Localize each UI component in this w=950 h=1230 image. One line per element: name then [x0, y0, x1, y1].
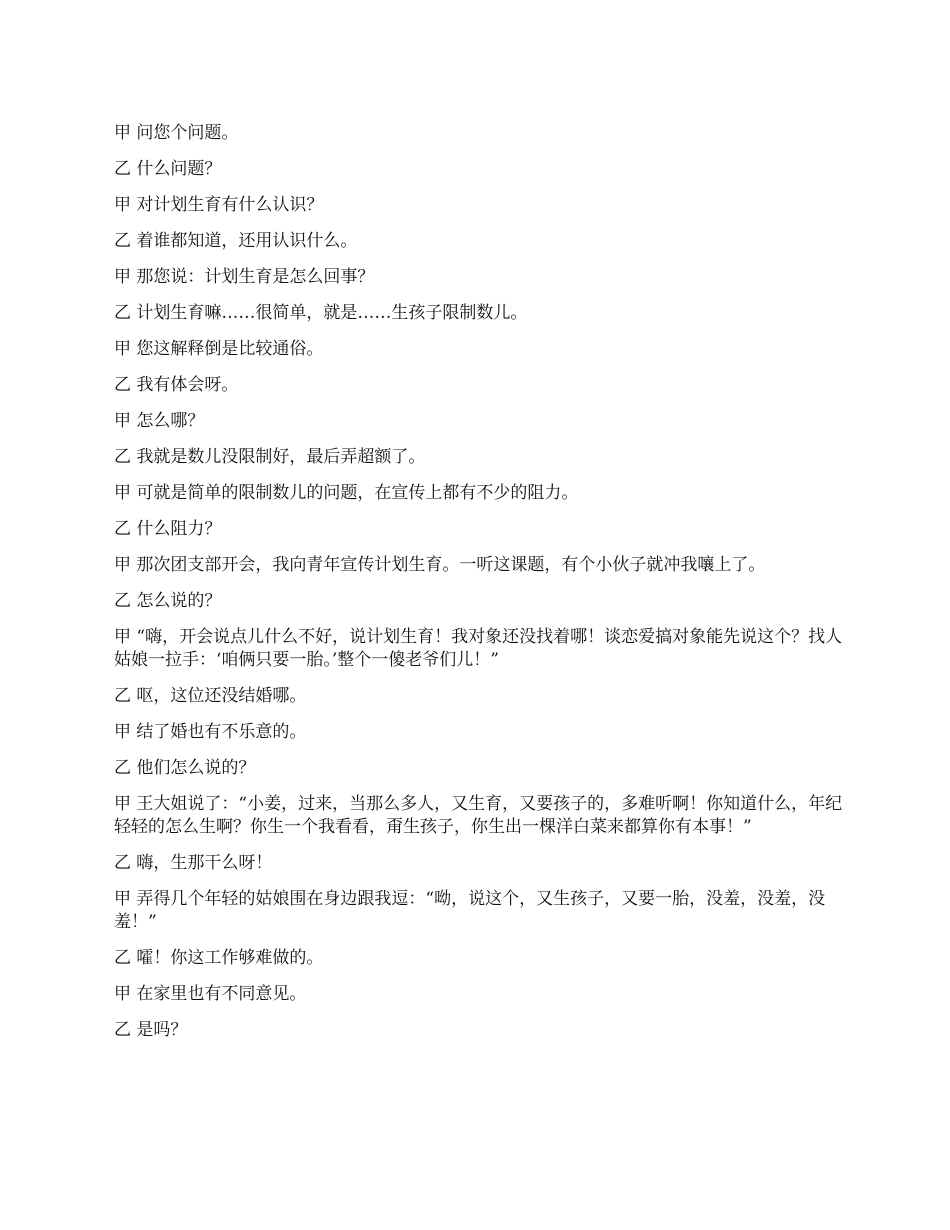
dialogue-line: 甲 结了婚也有不乐意的。 [114, 722, 307, 742]
dialogue-line: 甲 问您个问题。 [114, 123, 239, 143]
dialogue-line: 乙 嗨，生那干么呀！ [114, 853, 273, 873]
dialogue-line: 乙 他们怎么说的？ [114, 758, 256, 778]
dialogue-line: 乙 是吗？ [114, 1020, 188, 1040]
dialogue-line: 甲 对计划生育有什么认识？ [114, 195, 324, 215]
dialogue-line: 乙 着谁都知道，还用认识什么。 [114, 231, 358, 251]
dialogue-line: 甲 那次团支部开会，我向青年宣传计划生育。一听这课题，有个小伙子就冲我嚷上了。 [114, 555, 766, 575]
dialogue-line: 甲 弄得几个年轻的姑娘围在身边跟我逗：“呦，说这个，又生孩子，又要一胎，没羞，没羞，没羞！” [114, 889, 826, 932]
dialogue-line: 甲 那您说：计划生育是怎么回事？ [114, 267, 375, 287]
dialogue-line: 甲 可就是简单的限制数儿的问题，在宣传上都有不少的阻力。 [114, 483, 579, 503]
dialogue-line: 乙 嚯！你这工作够难做的。 [114, 948, 324, 968]
dialogue-line: 乙 怎么说的？ [114, 591, 222, 611]
dialogue-line: 乙 我就是数儿没限制好，最后弄超额了。 [114, 447, 426, 467]
dialogue-line: 甲 “嗨，开会说点儿什么不好，说计划生育！我对象还没找着哪！谈恋爱搞对象能先说这个？找人姑娘一拉手：‘咱俩只要一胎。’整个一傻老爷们儿！” [114, 627, 843, 670]
dialogue-line: 乙 计划生育嘛……很简单，就是……生孩子限制数儿。 [114, 303, 528, 323]
dialogue-line: 甲 在家里也有不同意见。 [114, 984, 307, 1004]
dialogue-line: 甲 您这解释倒是比较通俗。 [114, 339, 324, 359]
dialogue-line: 甲 王大姐说了：“小姜，过来，当那么多人，又生育，又要孩子的，多难听啊！你知道什么，年纪轻轻的怎么生啊？你生一个我看看，甭生孩子，你生出一棵洋白菜来都算你有本事！” [114, 794, 843, 837]
dialogue-line: 乙 呕，这位还没结婚哪。 [114, 686, 307, 706]
dialogue-line: 甲 怎么哪？ [114, 411, 205, 431]
dialogue-line: 乙 什么问题？ [114, 159, 222, 179]
dialogue-line: 乙 什么阻力？ [114, 519, 222, 539]
dialogue-text [114, 122, 844, 1055]
dialogue-line: 乙 我有体会呀。 [114, 375, 239, 395]
